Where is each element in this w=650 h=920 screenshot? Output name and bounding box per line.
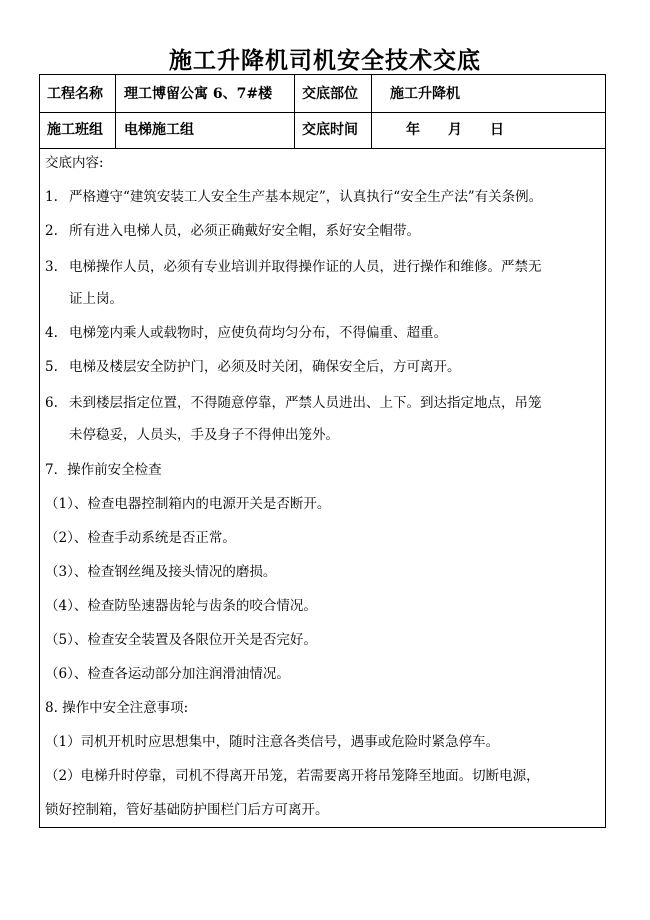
check-item: （4）、检查防坠速器齿轮与齿条的咬合情况。 [45,598,317,614]
briefing-table [39,74,606,828]
check-item: （2）、检查手动系统是否正常。 [45,530,236,546]
note-item: （1）司机开机时应思想集中，随时注意各类信号，遇事或危险时紧急停车。 [45,734,500,750]
row-divider [40,148,605,149]
row-divider [40,112,605,113]
list-item [45,357,461,377]
section-heading: 8. 操作中安全注意事项: [45,700,189,716]
column-divider [115,75,116,148]
document-title: 施工升降机司机安全技术交底 [169,47,481,74]
item-continuation: 未停稳妥，人员头，手及身子不得伸出笼外。 [69,427,339,443]
item-number: 4. [45,325,58,341]
list-item [45,187,542,207]
item-number: 1. [45,189,58,205]
construction-team-value: 电梯施工组 [124,122,194,138]
item-text: 电梯操作人员，必须有专业培训并取得操作证的人员，进行操作和维修。严禁无 [69,259,542,275]
note-item: （2）电梯升时停靠，司机不得离开吊笼，若需要离开将吊笼降至地面。切断电源， [45,768,540,784]
project-name-value: 理工博留公寓 6、7#楼 [124,86,273,102]
item-number: 3. [45,259,58,275]
list-item [45,257,542,277]
item-text: 所有进入电梯人员，必须正确戴好安全帽，系好安全帽带。 [69,223,420,239]
construction-team-label: 施工班组 [47,122,103,138]
column-divider [294,75,295,148]
check-item: （3）、检查钢丝绳及接头情况的磨损。 [45,564,277,580]
check-item: （5）、检查安全装置及各限位开关是否完好。 [45,632,317,648]
item-continuation: 证上岗。 [69,291,123,307]
briefing-time-label: 交底时间 [302,122,358,138]
item-text: 电梯笼内乘人或载物时，应使负荷均匀分布，不得偏重、超重。 [69,325,447,341]
item-text: 未到楼层指定位置，不得随意停靠，严禁人员进出、上下。到达指定地点，吊笼 [69,395,542,411]
check-item: （1）、检查电器控制箱内的电源开关是否断开。 [45,496,331,512]
note-continuation: 锁好控制箱，管好基础防护围栏门后方可离开。 [45,802,329,818]
briefing-part-label: 交底部位 [302,86,358,102]
item-number: 2. [45,223,58,239]
briefing-part-value: 施工升降机 [390,86,460,102]
section-heading: 7．操作前安全检查 [45,462,162,478]
item-text: 严格遵守“建筑安装工人安全生产基本规定”，认真执行“安全生产法”有关条例。 [69,189,543,205]
briefing-time-value: 年 月 日 [406,122,504,138]
item-text: 电梯及楼层安全防护门，必须及时关闭，确保安全后，方可离开。 [69,359,461,375]
item-number: 5. [45,359,58,375]
list-item [45,323,447,343]
list-item [45,221,420,241]
column-divider [371,75,372,148]
project-name-label: 工程名称 [47,86,103,102]
list-item [45,393,542,413]
item-number: 6. [45,395,58,411]
content-intro: 交底内容: [45,155,104,171]
check-item: （6）、检查各运动部分加注润滑油情况。 [45,666,290,682]
